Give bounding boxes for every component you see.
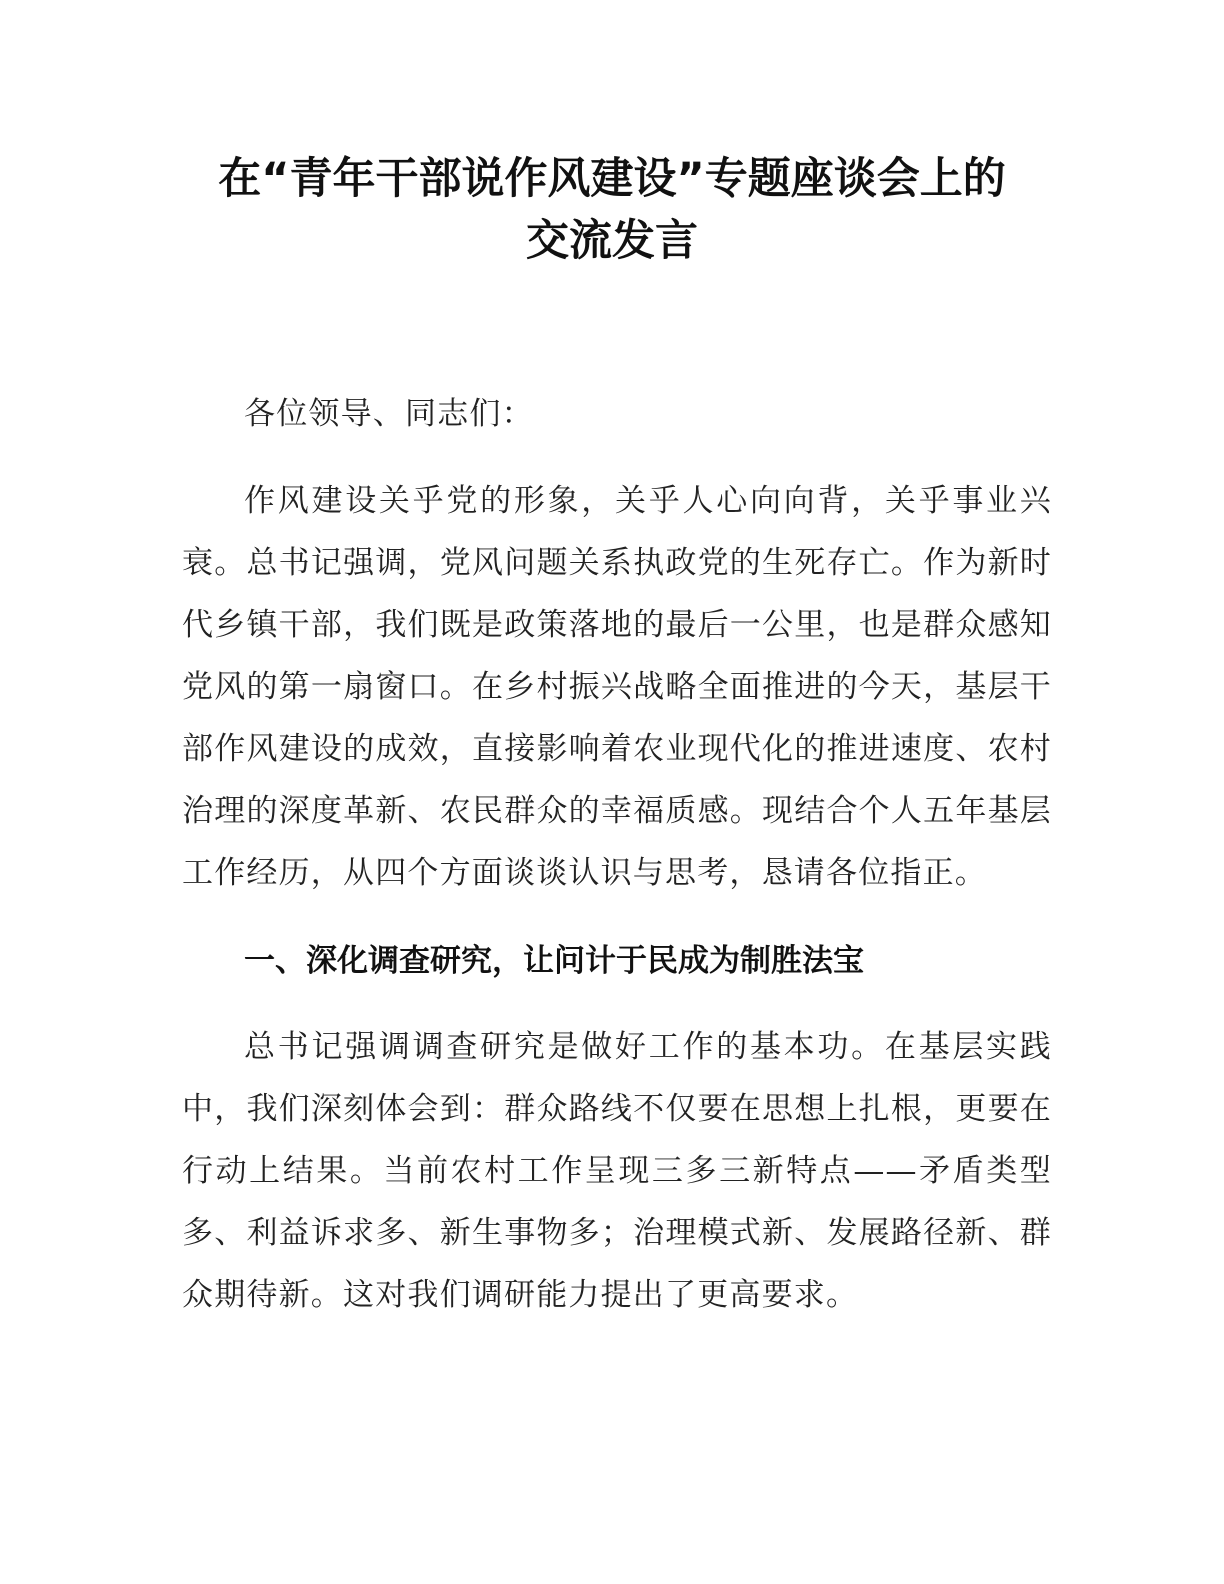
title-line-2: 交流发言 bbox=[526, 216, 698, 266]
body-paragraph-1: 作风建设关乎党的形象，关乎人心向向背，关乎事业兴衰。总书记强调，党风问题关系执政党的生死存亡。作为新时代乡镇干部，我们既是政策落地的最后一公里，也是群众感知党风的第一扇窗口。在乡村振兴战略全面推进的今天，基层干部作风建设的成效，直接影响着农业现代化的推进速度、农村治理的深度革新、农民群众的幸福质感。现结合个人五年基层工作经历，从四个方面谈谈认识与思考，恳请各位指正。 bbox=[182, 483, 1052, 891]
salutation: 各位领导、同志们： bbox=[244, 396, 534, 432]
body-paragraph-2: 总书记强调调查研究是做好工作的基本功。在基层实践中，我们深刻体会到：群众路线不仅要在思想上扎根，更要在行动上结果。当前农村工作呈现三多三新特点——矛盾类型多、利益诉求多、新生事物多；治理模式新、发展路径新、群众期待新。这对我们调研能力提出了更高要求。 bbox=[182, 1029, 1052, 1313]
title-line-1: 在“青年干部说作风建设”专题座谈会上的 bbox=[218, 154, 1006, 204]
document-title bbox=[150, 148, 1074, 272]
section-heading-1: 一、深化调查研究，让问计于民成为制胜法宝 bbox=[244, 943, 864, 979]
